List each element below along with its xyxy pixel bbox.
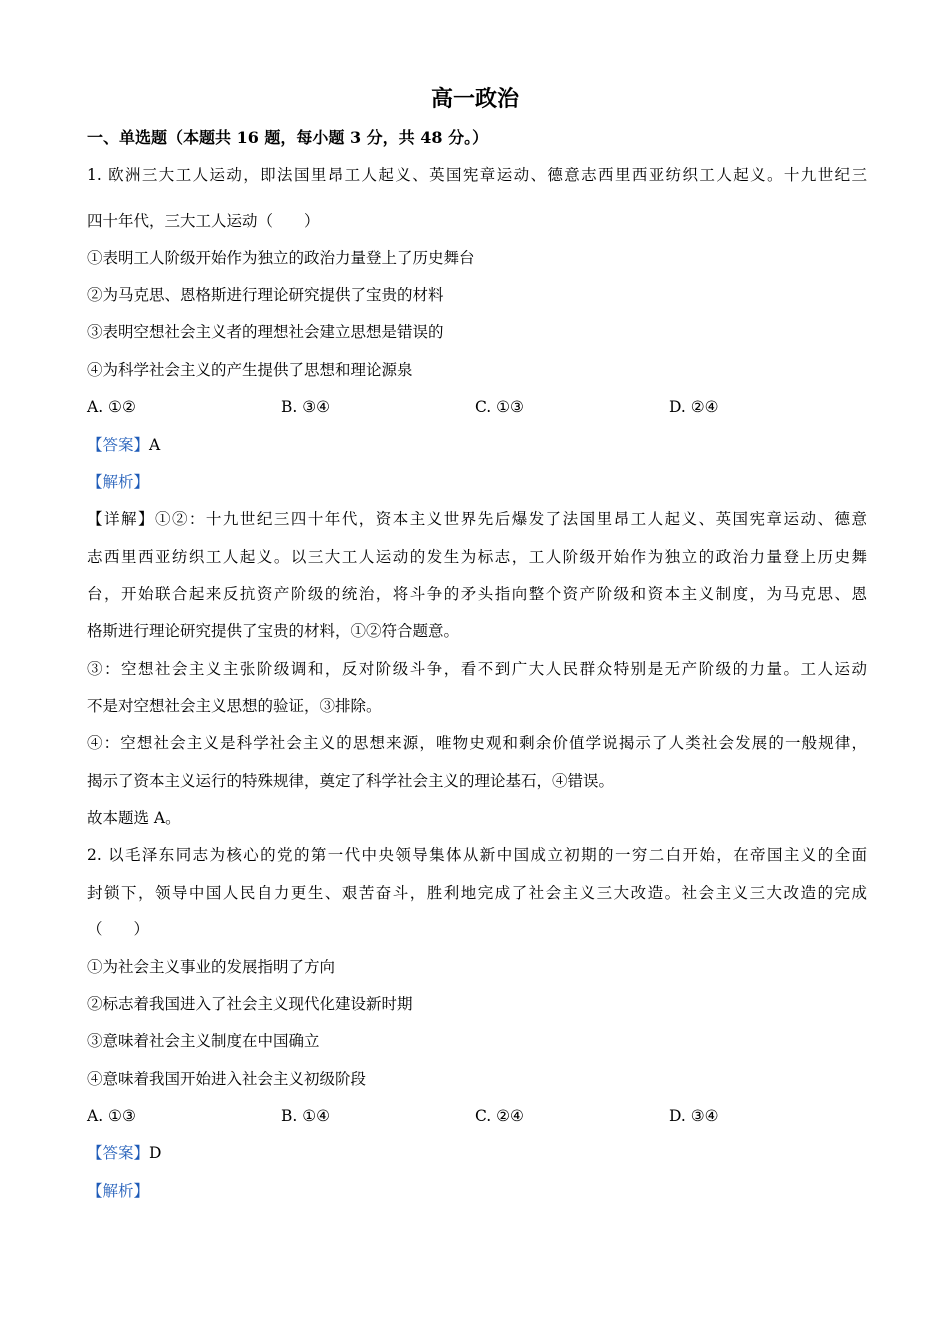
q1-item-3: ③表明空想社会主义者的理想社会建立思想是错误的: [87, 323, 444, 341]
q1-detail-tag: 【详解】: [87, 510, 155, 528]
q1-option-c: C. ①③: [475, 398, 524, 416]
q1-item-4: ④为科学社会主义的产生提供了思想和理论源泉: [87, 361, 413, 379]
q2-answer-tag: 【答案】: [87, 1144, 150, 1162]
q2-item-3: ③意味着社会主义制度在中国确立: [87, 1032, 320, 1050]
q2-stem-line-1: 2. 以毛泽东同志为核心的党的第一代中央领导集体从新中国成立初期的一穷二白开始，在帝国主义的全面: [87, 846, 867, 864]
q2-option-c: C. ②④: [475, 1107, 524, 1125]
q2-analysis-label: 【解析】: [87, 1182, 150, 1200]
q1-analysis-tag: [87, 470, 867, 494]
q2-item-4: ④意味着我国开始进入社会主义初级阶段: [87, 1070, 367, 1088]
q1-option-d: D. ②④: [669, 398, 719, 416]
q1-answer-tag: 【答案】: [87, 436, 150, 454]
q1-detail-line-2: 志西里西亚纺织工人起义。以三大工人运动的发生为标志，工人阶级开始作为独立的政治力量登上历史舞: [87, 548, 867, 566]
q1-detail-line-4: 格斯进行理论研究提供了宝贵的材料，①②符合题意。: [87, 622, 460, 640]
q2-item-1: ①为社会主义事业的发展指明了方向: [87, 958, 336, 976]
q1-options: [87, 395, 887, 419]
q2-option-b: B. ①④: [281, 1107, 331, 1125]
q1-detail-line-7: ④：空想社会主义是科学社会主义的思想来源，唯物史观和剩余价值学说揭示了人类社会发展的一般规律，: [87, 734, 867, 752]
q1-detail-line-1: [87, 507, 867, 531]
q1-option-a: A. ①②: [87, 398, 136, 416]
q1-answer-value: A: [149, 436, 161, 454]
q2-answer-value: D: [149, 1144, 162, 1162]
q1-answer: [87, 433, 867, 457]
q2-options: [87, 1104, 887, 1128]
q2-option-d: D. ③④: [669, 1107, 719, 1125]
q1-detail-line-5: ③：空想社会主义主张阶级调和，反对阶级斗争，看不到广大人民群众特别是无产阶级的力量。工人运动: [87, 660, 867, 678]
q2-item-2: ②标志着我国进入了社会主义现代化建设新时期: [87, 995, 413, 1013]
q2-analysis-tag: [87, 1179, 867, 1203]
q1-stem-line-1: 1. 欧洲三大工人运动，即法国里昂工人起义、英国宪章运动、德意志西里西亚纺织工人起义。十九世纪三: [87, 166, 867, 184]
q1-item-1: ①表明工人阶级开始作为独立的政治力量登上了历史舞台: [87, 249, 475, 267]
q1-detail-line-3: 台，开始联合起来反抗资产阶级的统治，将斗争的矛头指向整个资产阶级和资本主义制度，为马克思、恩: [87, 585, 867, 603]
q1-analysis-label: 【解析】: [87, 473, 150, 491]
q2-stem-line-2: 封锁下，领导中国人民自力更生、艰苦奋斗，胜利地完成了社会主义三大改造。社会主义三大改造的完成: [87, 884, 867, 902]
q2-option-a: A. ①③: [87, 1107, 136, 1125]
q1-detail-line-8: 揭示了资本主义运行的特殊规律，奠定了科学社会主义的理论基石，④错误。: [87, 772, 615, 790]
q2-stem-line-3: （ ）: [87, 920, 150, 938]
section-heading: 一、单选题（本题共 16 题，每小题 3 分，共 48 分。）: [87, 128, 489, 147]
q1-detail-line-6: 不是对空想社会主义思想的验证，③排除。: [87, 697, 382, 715]
q1-stem-line-2: 四十年代，三大工人运动（ ）: [87, 212, 320, 230]
page-title: 高一政治: [430, 86, 519, 112]
q1-item-2: ②为马克思、恩格斯进行理论研究提供了宝贵的材料: [87, 286, 444, 304]
q1-option-b: B. ③④: [281, 398, 331, 416]
q2-answer: [87, 1141, 867, 1165]
q1-detail-line-9: 故本题选 A。: [87, 809, 181, 827]
q1-detail-text-1: ①②：十九世纪三四十年代，资本主义世界先后爆发了法国里昂工人起义、英国宪章运动、德意: [154, 510, 867, 528]
